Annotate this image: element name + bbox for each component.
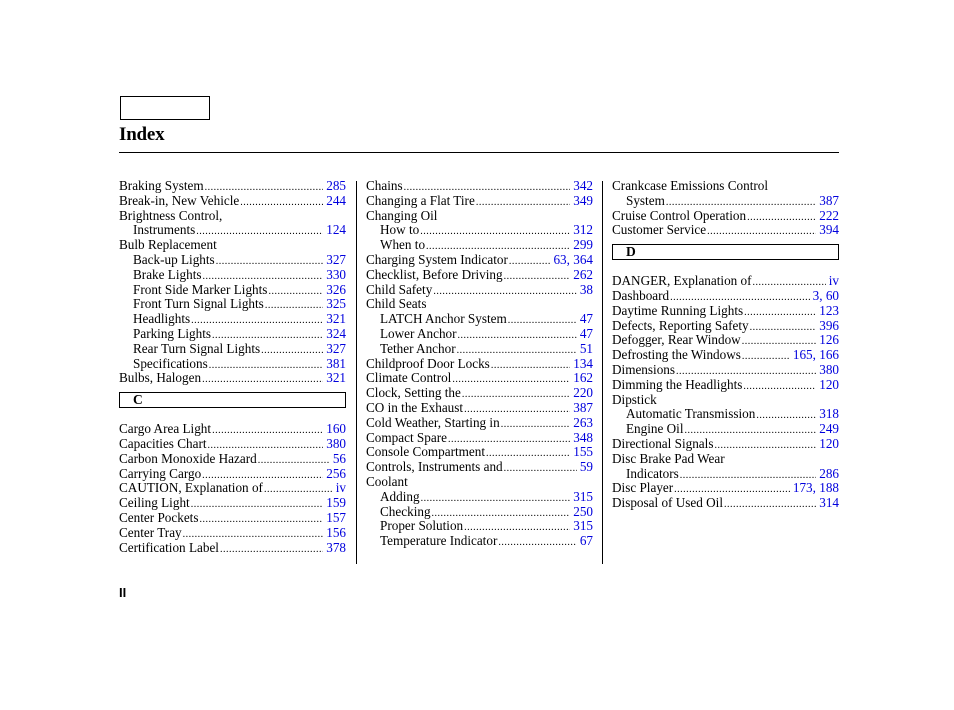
page-link[interactable]: 256 bbox=[326, 465, 346, 481]
index-entry bbox=[366, 238, 593, 253]
dot-leader bbox=[183, 530, 324, 540]
dot-leader bbox=[680, 471, 816, 481]
dot-leader bbox=[458, 331, 577, 341]
dot-leader bbox=[208, 441, 324, 451]
entry-label: Controls, Instruments and bbox=[366, 459, 503, 475]
entry-label: Front Turn Signal Lights bbox=[133, 296, 264, 312]
index-column-3 bbox=[612, 179, 839, 511]
index-entry bbox=[612, 437, 839, 452]
index-entry bbox=[612, 363, 839, 378]
entry-label: Temperature Indicator bbox=[380, 533, 498, 549]
index-entry bbox=[366, 253, 593, 268]
entry-label: Ceiling Light bbox=[119, 495, 190, 511]
letter-heading: D bbox=[612, 244, 839, 260]
page-link[interactable]: 286 bbox=[819, 465, 839, 481]
page-link[interactable]: 314 bbox=[819, 495, 839, 511]
dot-leader bbox=[724, 500, 816, 510]
dot-leader bbox=[491, 361, 570, 371]
entry-label: DANGER, Explanation of bbox=[612, 273, 752, 289]
page-link[interactable]: 381 bbox=[326, 355, 346, 371]
page-link[interactable]: 263 bbox=[573, 414, 593, 430]
page-link[interactable]: 321 bbox=[326, 370, 346, 386]
page-link[interactable]: 51 bbox=[579, 340, 593, 356]
page-link[interactable]: 380 bbox=[819, 361, 839, 377]
page-link[interactable]: 394 bbox=[819, 222, 839, 238]
page-link[interactable]: 321 bbox=[326, 311, 346, 327]
page-link[interactable]: 387 bbox=[573, 399, 593, 415]
index-entry bbox=[612, 304, 839, 319]
index-entry bbox=[119, 422, 346, 437]
dot-leader bbox=[464, 405, 570, 415]
entry-label: Disc Player bbox=[612, 480, 674, 496]
entry-label: CO in the Exhaust bbox=[366, 399, 464, 415]
entry-label: Center Tray bbox=[119, 524, 182, 540]
entry-label: Adding bbox=[380, 488, 420, 504]
entry-label: Headlights bbox=[133, 311, 191, 327]
page-link[interactable]: 325 bbox=[326, 296, 346, 312]
dot-leader bbox=[258, 456, 330, 466]
entry-label: Childproof Door Locks bbox=[366, 355, 490, 371]
entry-label: Center Pockets bbox=[119, 509, 199, 525]
index-entry bbox=[119, 312, 346, 327]
dot-leader bbox=[196, 227, 323, 237]
dot-leader bbox=[202, 375, 323, 385]
dot-leader bbox=[504, 272, 571, 282]
dot-leader bbox=[753, 278, 826, 288]
page-link[interactable]: 349 bbox=[573, 192, 593, 208]
entry-label: Dimming the Headlights bbox=[612, 376, 743, 392]
index-entry bbox=[366, 416, 593, 431]
index-entry bbox=[612, 274, 839, 289]
entry-label: System bbox=[626, 192, 665, 208]
dot-leader bbox=[509, 257, 551, 267]
dot-leader bbox=[501, 420, 571, 430]
index-entry bbox=[119, 467, 346, 482]
entry-label: CAUTION, Explanation of bbox=[119, 480, 263, 496]
page-link[interactable]: 160 bbox=[326, 421, 346, 437]
index-entry bbox=[366, 194, 593, 209]
index-entry bbox=[612, 467, 839, 482]
page-link[interactable]: 222 bbox=[819, 207, 839, 223]
entry-label: Compact Spare bbox=[366, 429, 447, 445]
dot-leader bbox=[240, 198, 323, 208]
entry-label: Tether Anchor bbox=[380, 340, 456, 356]
entry-label: Instruments bbox=[133, 222, 196, 238]
page-link[interactable]: 378 bbox=[326, 539, 346, 555]
index-entry bbox=[612, 422, 839, 437]
index-entry bbox=[119, 283, 346, 298]
page-link[interactable]: 3, 60 bbox=[812, 287, 839, 303]
dot-leader bbox=[433, 287, 577, 297]
dot-leader bbox=[220, 545, 323, 555]
dot-leader bbox=[462, 390, 570, 400]
dot-leader bbox=[666, 198, 816, 208]
index-entry bbox=[612, 496, 839, 511]
title-divider bbox=[119, 152, 839, 153]
page-link[interactable]: 220 bbox=[573, 385, 593, 401]
dot-leader bbox=[199, 515, 323, 525]
index-entry bbox=[366, 371, 593, 386]
page-link[interactable]: 38 bbox=[579, 281, 593, 297]
entry-label: Dashboard bbox=[612, 287, 670, 303]
page-link[interactable]: 387 bbox=[819, 192, 839, 208]
dot-leader bbox=[508, 316, 577, 326]
entry-label: Defects, Reporting Safety bbox=[612, 317, 749, 333]
dot-leader bbox=[268, 287, 323, 297]
index-entry bbox=[119, 194, 346, 209]
page-link[interactable]: 126 bbox=[819, 332, 839, 348]
index-entry bbox=[366, 505, 593, 520]
entry-label: Engine Oil bbox=[626, 421, 684, 437]
dot-leader bbox=[742, 337, 817, 347]
page-link[interactable]: 380 bbox=[326, 435, 346, 451]
index-entry bbox=[612, 378, 839, 393]
dot-leader bbox=[404, 183, 571, 193]
dot-leader bbox=[212, 426, 323, 436]
entry-label: Daytime Running Lights bbox=[612, 302, 744, 318]
page-link[interactable]: 348 bbox=[573, 429, 593, 445]
entry-label: Defrosting the Windows bbox=[612, 347, 741, 363]
entry-label: Carrying Cargo bbox=[119, 465, 202, 481]
index-entry bbox=[119, 342, 346, 357]
dot-leader bbox=[202, 471, 323, 481]
index-entry bbox=[366, 223, 593, 238]
index-entry bbox=[366, 431, 593, 446]
index-entry bbox=[366, 179, 593, 194]
dot-leader bbox=[670, 293, 809, 303]
dot-leader bbox=[209, 361, 324, 371]
page-link[interactable]: 47 bbox=[579, 325, 593, 341]
entry-label: Bulbs, Halogen bbox=[119, 370, 202, 386]
dot-leader bbox=[714, 441, 816, 451]
dot-leader bbox=[744, 308, 816, 318]
entry-label: Dimensions bbox=[612, 361, 676, 377]
index-entry bbox=[119, 357, 346, 372]
page-link[interactable]: 318 bbox=[819, 406, 839, 422]
dot-leader bbox=[747, 213, 816, 223]
page-link[interactable]: 312 bbox=[573, 222, 593, 238]
dot-leader bbox=[420, 227, 570, 237]
index-entry bbox=[612, 348, 839, 363]
entry-label: Defogger, Rear Window bbox=[612, 332, 741, 348]
index-heading: Dipstick bbox=[612, 391, 657, 407]
dot-leader bbox=[216, 257, 324, 267]
index-entry bbox=[119, 253, 346, 268]
index-entry bbox=[366, 268, 593, 283]
index-entry bbox=[119, 511, 346, 526]
page-link[interactable]: 165, 166 bbox=[792, 347, 839, 363]
entry-label: Braking System bbox=[119, 178, 204, 193]
section-tab-box bbox=[120, 96, 210, 120]
entry-label: How to bbox=[380, 222, 420, 238]
index-entry bbox=[366, 357, 593, 372]
dot-leader bbox=[457, 346, 577, 356]
index-entry bbox=[612, 223, 839, 238]
entry-label: Back-up Lights bbox=[133, 251, 215, 267]
index-entry bbox=[119, 541, 346, 556]
entry-label: Front Side Marker Lights bbox=[133, 281, 268, 297]
page-link[interactable]: 67 bbox=[579, 533, 593, 549]
page-link[interactable]: iv bbox=[828, 273, 839, 289]
index-entry bbox=[612, 209, 839, 224]
index-entry bbox=[119, 437, 346, 452]
page-link[interactable]: 315 bbox=[573, 488, 593, 504]
dot-leader bbox=[742, 352, 790, 362]
entry-label: Chains bbox=[366, 178, 403, 193]
index-entry bbox=[366, 519, 593, 534]
index-entry bbox=[612, 481, 839, 496]
entry-label: Climate Control bbox=[366, 370, 452, 386]
page-link[interactable]: 120 bbox=[819, 435, 839, 451]
dot-leader bbox=[203, 272, 324, 282]
dot-leader bbox=[421, 494, 571, 504]
page-link[interactable]: 155 bbox=[573, 444, 593, 460]
page-link[interactable]: 134 bbox=[573, 355, 593, 371]
page-link[interactable]: 124 bbox=[326, 222, 346, 238]
page-link[interactable]: 330 bbox=[326, 266, 346, 282]
entry-label: Checklist, Before Driving bbox=[366, 266, 503, 282]
entry-label: Child Safety bbox=[366, 281, 433, 297]
index-heading: Disc Brake Pad Wear bbox=[612, 450, 725, 466]
dot-leader bbox=[261, 346, 323, 356]
page-link[interactable]: 59 bbox=[579, 459, 593, 475]
dot-leader bbox=[191, 316, 323, 326]
index-entry bbox=[119, 297, 346, 312]
page-link[interactable]: 249 bbox=[819, 421, 839, 437]
entry-label: Changing a Flat Tire bbox=[366, 192, 475, 208]
column-divider bbox=[602, 181, 603, 564]
page-link[interactable]: 342 bbox=[573, 178, 593, 193]
dot-leader bbox=[756, 411, 816, 421]
index-entry bbox=[366, 534, 593, 549]
entry-label: Capacities Chart bbox=[119, 435, 207, 451]
dot-leader bbox=[265, 301, 323, 311]
dot-leader bbox=[707, 227, 816, 237]
page-link[interactable]: iv bbox=[335, 480, 346, 496]
entry-label: Cruise Control Operation bbox=[612, 207, 747, 223]
index-entry bbox=[366, 327, 593, 342]
entry-label: Specifications bbox=[133, 355, 208, 371]
index-heading: Coolant bbox=[366, 473, 408, 489]
page-link[interactable]: 262 bbox=[573, 266, 593, 282]
index-entry bbox=[612, 319, 839, 334]
index-entry bbox=[366, 342, 593, 357]
entry-label: Certification Label bbox=[119, 539, 219, 555]
entry-label: Checking bbox=[380, 503, 431, 519]
index-entry bbox=[119, 327, 346, 342]
index-entry bbox=[119, 496, 346, 511]
dot-leader bbox=[212, 331, 323, 341]
page-link[interactable]: 56 bbox=[332, 450, 346, 466]
dot-leader bbox=[674, 485, 790, 495]
page-number: II bbox=[119, 585, 127, 600]
index-heading: Changing Oil bbox=[366, 207, 438, 223]
index-entry bbox=[119, 526, 346, 541]
page-link[interactable]: 156 bbox=[326, 524, 346, 540]
index-entry bbox=[119, 452, 346, 467]
page-link[interactable]: 159 bbox=[326, 495, 346, 511]
entry-label: Automatic Transmission bbox=[626, 406, 756, 422]
index-entry bbox=[366, 401, 593, 416]
page-link[interactable]: 173, 188 bbox=[792, 480, 839, 496]
index-entry bbox=[366, 490, 593, 505]
index-entry bbox=[366, 460, 593, 475]
dot-leader bbox=[464, 523, 570, 533]
page-link[interactable]: 299 bbox=[573, 237, 593, 253]
index-entry bbox=[119, 268, 346, 283]
index-entry bbox=[119, 481, 346, 496]
entry-label: Lower Anchor bbox=[380, 325, 457, 341]
dot-leader bbox=[452, 375, 570, 385]
entry-label: When to bbox=[380, 237, 426, 253]
entry-label: Indicators bbox=[626, 465, 679, 481]
dot-leader bbox=[498, 538, 576, 548]
page-link[interactable]: 157 bbox=[326, 509, 346, 525]
entry-label: Cargo Area Light bbox=[119, 421, 212, 437]
index-heading: Child Seats bbox=[366, 296, 427, 312]
index-column-1 bbox=[119, 179, 346, 555]
page-link[interactable]: 327 bbox=[326, 251, 346, 267]
entry-label: Clock, Setting the bbox=[366, 385, 461, 401]
entry-label: Disposal of Used Oil bbox=[612, 495, 723, 511]
page-link[interactable]: 285 bbox=[326, 178, 346, 193]
entry-label: Charging System Indicator bbox=[366, 251, 508, 267]
entry-label: Carbon Monoxide Hazard bbox=[119, 450, 257, 466]
index-entry bbox=[366, 445, 593, 460]
entry-label: Console Compartment bbox=[366, 444, 486, 460]
index-entry bbox=[366, 386, 593, 401]
entry-label: Directional Signals bbox=[612, 435, 714, 451]
dot-leader bbox=[750, 323, 817, 333]
entry-label: Parking Lights bbox=[133, 325, 212, 341]
entry-label: Customer Service bbox=[612, 222, 707, 238]
entry-label: Cold Weather, Starting in bbox=[366, 414, 500, 430]
index-heading: Crankcase Emissions Control bbox=[612, 178, 769, 193]
dot-leader bbox=[264, 485, 333, 495]
column-divider bbox=[356, 181, 357, 564]
page-link[interactable]: 63, 364 bbox=[553, 251, 593, 267]
index-heading: Bulb Replacement bbox=[119, 237, 217, 253]
dot-leader bbox=[504, 464, 577, 474]
index-entry bbox=[612, 289, 839, 304]
page-link[interactable]: 162 bbox=[573, 370, 593, 386]
dot-leader bbox=[743, 382, 816, 392]
index-entry bbox=[366, 283, 593, 298]
entry-label: Rear Turn Signal Lights bbox=[133, 340, 261, 356]
page-link[interactable]: 327 bbox=[326, 340, 346, 356]
index-heading: Brightness Control, bbox=[119, 207, 223, 223]
dot-leader bbox=[476, 198, 570, 208]
index-entry bbox=[119, 371, 346, 386]
dot-leader bbox=[448, 435, 570, 445]
index-column-2 bbox=[366, 179, 593, 549]
index-entry bbox=[612, 194, 839, 209]
dot-leader bbox=[676, 367, 816, 377]
page-link[interactable]: 324 bbox=[326, 325, 346, 341]
dot-leader bbox=[191, 500, 324, 510]
entry-label: Break-in, New Vehicle bbox=[119, 192, 240, 208]
dot-leader bbox=[685, 426, 817, 436]
dot-leader bbox=[432, 509, 571, 519]
index-entry bbox=[119, 223, 346, 238]
page-link[interactable]: 326 bbox=[326, 281, 346, 297]
entry-label: Brake Lights bbox=[133, 266, 202, 282]
page-link[interactable]: 123 bbox=[819, 302, 839, 318]
page-title: Index bbox=[119, 124, 165, 145]
page-link[interactable]: 250 bbox=[573, 503, 593, 519]
entry-label: Proper Solution bbox=[380, 518, 464, 534]
page-link[interactable]: 244 bbox=[326, 192, 346, 208]
dot-leader bbox=[486, 449, 570, 459]
entry-label: LATCH Anchor System bbox=[380, 311, 507, 327]
dot-leader bbox=[426, 242, 570, 252]
index-entry bbox=[119, 179, 346, 194]
page-link[interactable]: 396 bbox=[819, 317, 839, 333]
index-entry bbox=[366, 312, 593, 327]
page-link[interactable]: 120 bbox=[819, 376, 839, 392]
index-entry bbox=[612, 407, 839, 422]
dot-leader bbox=[205, 183, 324, 193]
page-link[interactable]: 47 bbox=[579, 311, 593, 327]
letter-heading: C bbox=[119, 392, 346, 408]
index-entry bbox=[612, 333, 839, 348]
page-link[interactable]: 315 bbox=[573, 518, 593, 534]
